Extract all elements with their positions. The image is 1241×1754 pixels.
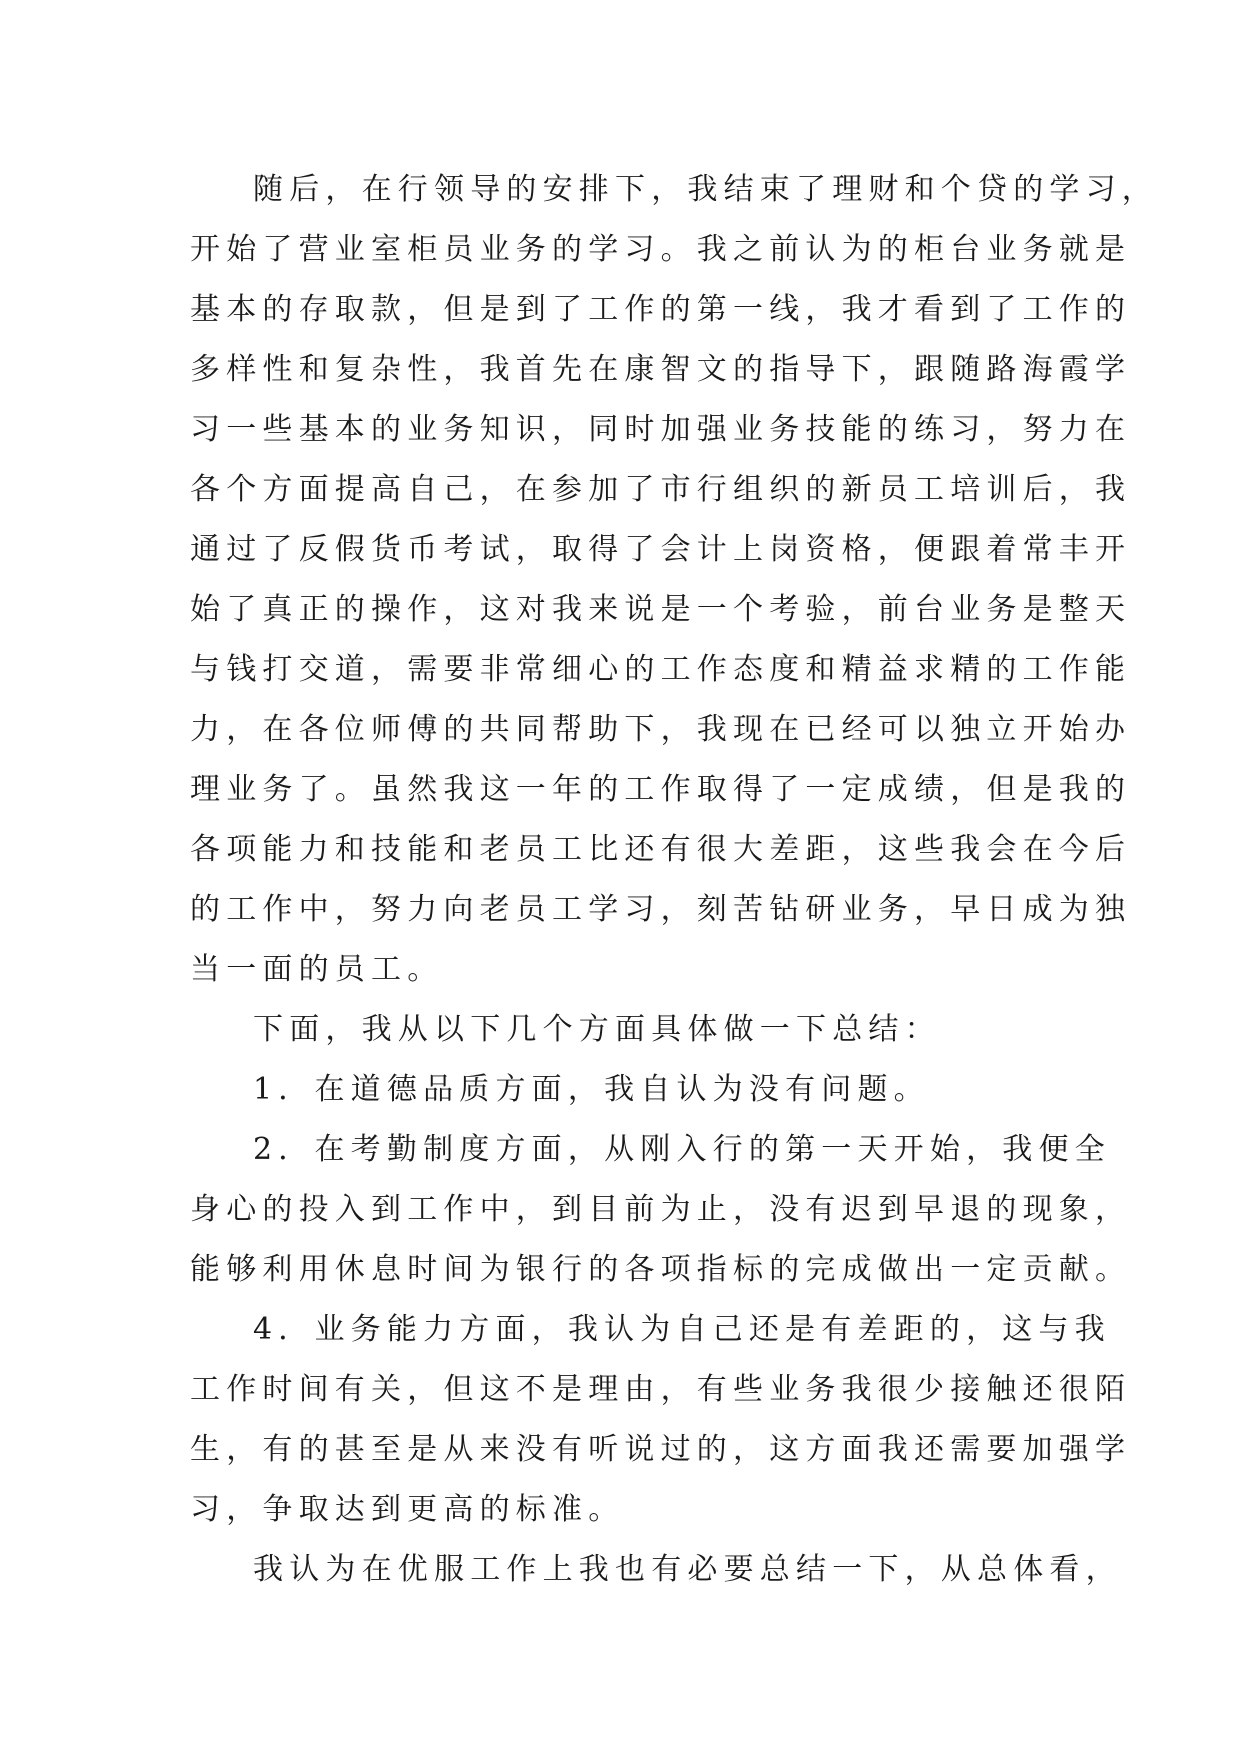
- text-line: 下面，我从以下几个方面具体做一下总结：: [253, 1012, 941, 1047]
- text-line: 各个方面提高自己，在参加了市行组织的新员工培训后，我: [190, 472, 1132, 507]
- text-line: 工作时间有关，但这不是理由，有些业务我很少接触还很陌: [190, 1372, 1132, 1407]
- body-text: [190, 160, 1158, 1600]
- text-line: 力，在各位师傅的共同帮助下，我现在已经可以独立开始办: [190, 712, 1132, 747]
- text-line: 习，争取达到更高的标准。: [190, 1492, 625, 1527]
- text-line: 基本的存取款，但是到了工作的第一线，我才看到了工作的: [190, 292, 1132, 327]
- text-line: 4．业务能力方面，我认为自己还是有差距的，这与我: [253, 1312, 1111, 1347]
- text-line: 身心的投入到工作中，到目前为止，没有迟到早退的现象，: [190, 1192, 1132, 1227]
- text-line: 习一些基本的业务知识，同时加强业务技能的练习，努力在: [190, 412, 1132, 447]
- text-line: 的工作中，努力向老员工学习，刻苦钻研业务，早日成为独: [190, 892, 1132, 927]
- text-line: 各项能力和技能和老员工比还有很大差距，这些我会在今后: [190, 832, 1132, 867]
- text-line: 与钱打交道，需要非常细心的工作态度和精益求精的工作能: [190, 652, 1132, 687]
- text-line: 生，有的甚至是从来没有听说过的，这方面我还需要加强学: [190, 1432, 1132, 1467]
- text-line: 开始了营业室柜员业务的学习。我之前认为的柜台业务就是: [190, 232, 1132, 267]
- text-line: 能够利用休息时间为银行的各项指标的完成做出一定贡献。: [190, 1252, 1132, 1287]
- text-line: 多样性和复杂性，我首先在康智文的指导下，跟随路海霞学: [190, 352, 1132, 387]
- text-line: 2．在考勤制度方面，从刚入行的第一天开始，我便全: [253, 1132, 1111, 1167]
- text-line: 1．在道德品质方面，我自认为没有问题。: [253, 1072, 930, 1107]
- text-line: 我认为在优服工作上我也有必要总结一下，从总体看，: [253, 1552, 1122, 1587]
- text-line: 始了真正的操作，这对我来说是一个考验，前台业务是整天: [190, 592, 1132, 627]
- text-line: 理业务了。虽然我这一年的工作取得了一定成绩，但是我的: [190, 772, 1132, 807]
- text-line: 当一面的员工。: [190, 952, 444, 987]
- text-line: 通过了反假货币考试，取得了会计上岗资格，便跟着常丰开: [190, 532, 1132, 567]
- text-line: 随后，在行领导的安排下，我结束了理财和个贷的学习，: [253, 172, 1158, 207]
